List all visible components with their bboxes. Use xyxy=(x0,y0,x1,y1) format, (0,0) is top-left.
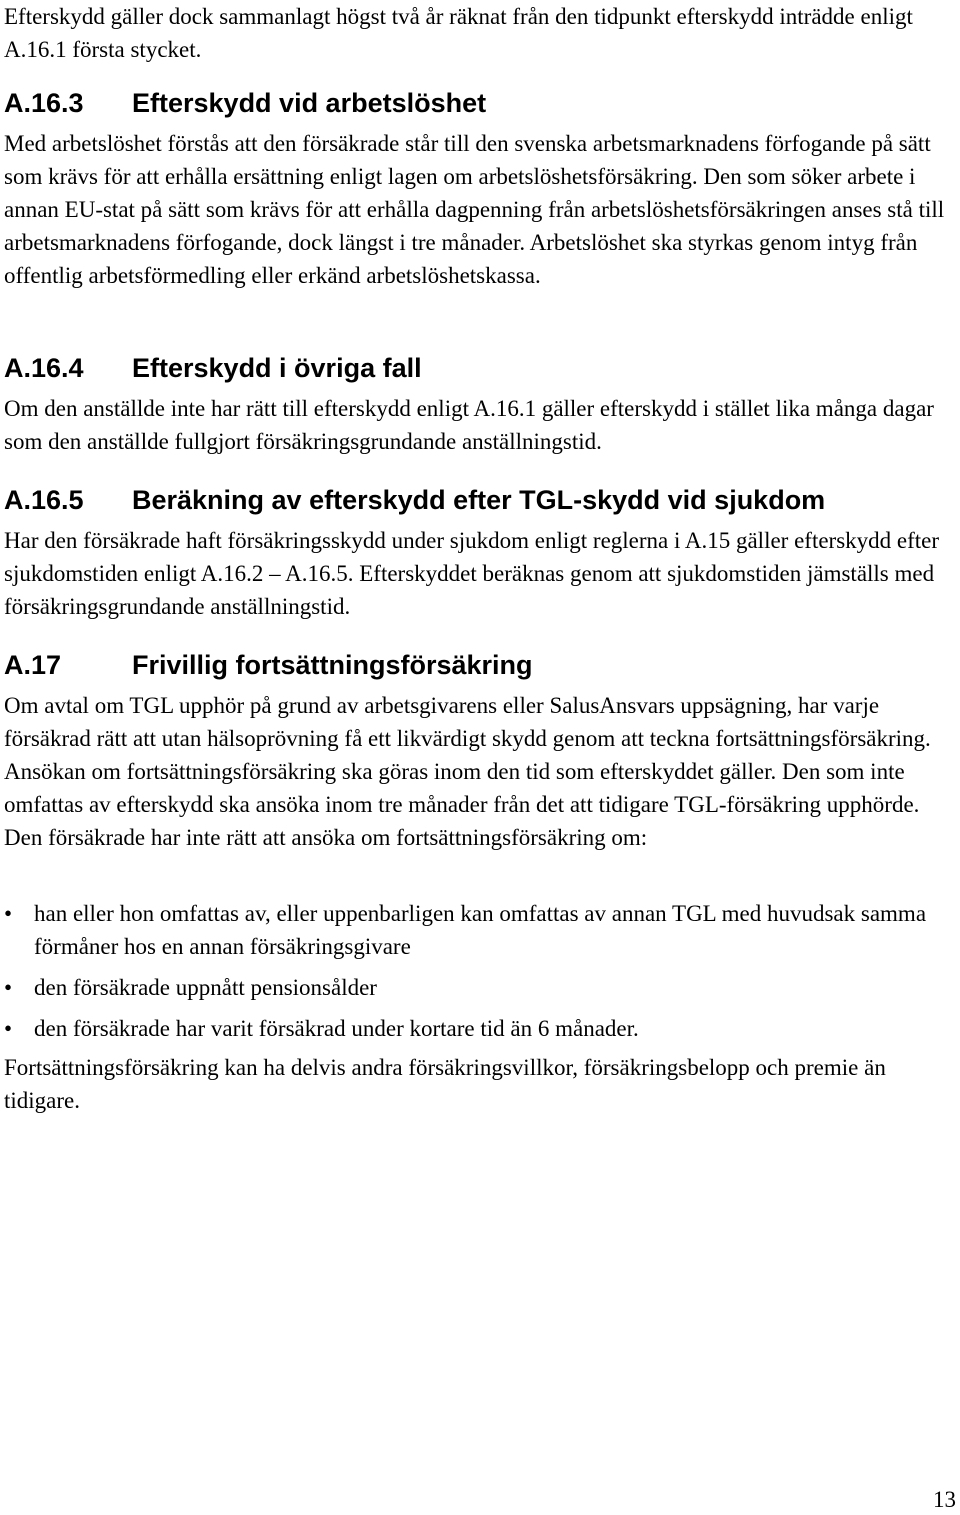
bullet-icon: • xyxy=(4,1016,13,1041)
section-title: Beräkning av efterskydd efter TGL-skydd vid sjukdom xyxy=(132,485,826,515)
section-body-a17: Om avtal om TGL upphör på grund av arbetsgivarens eller SalusAnsvars uppsägning, har varje försäkrad rätt att utan hälsoprövning få ett likvärdigt skydd genom att teckna fortsättningsförsäkring. Ansökan om fortsättningsförsäkring ska göras inom den tid som efterskyddet gäller. Den som inte omfattas av efterskydd ska ansöka inom tre månader från det att tidigare TGL-försäkring upphörde. Den försäkrade har inte rätt att ansöka om fortsättningsförsäkring om: xyxy=(4,693,931,850)
list-item xyxy=(4,897,956,963)
section-number: A.16.5 xyxy=(4,485,84,515)
section-number: A.16.3 xyxy=(4,88,84,118)
page-number: 13 xyxy=(933,1487,956,1512)
list-item xyxy=(4,1012,956,1045)
section-heading-a16-3 xyxy=(4,86,956,120)
list-item-text: han eller hon omfattas av, eller uppenbarligen kan omfattas av annan TGL med huvudsak samma förmåner hos en annan försäkringsgivare xyxy=(34,901,927,959)
section-heading-a17 xyxy=(4,648,956,682)
section-body-a16-3: Med arbetslöshet förstås att den försäkrade står till den svenska arbetsmarknadens förfogande på sätt som krävs för att erhålla ersättning enligt lagen om arbetslöshetsförsäkring. Den som söker arbete i annan EU-stat på sätt som krävs för att erhålla dagpenning från arbetslöshetsförsäkringen anses stå till arbetsmarknadens förfogande, dock längst i tre månader. Arbetslöshet ska styrkas genom intyg från offentlig arbetsförmedling eller erkänd arbetslöshetskassa. xyxy=(4,131,945,288)
exclusion-list xyxy=(4,897,956,1053)
intro-paragraph: Efterskydd gäller dock sammanlagt högst två år räknat från den tidpunkt efterskydd inträdde enligt A.16.1 första stycket. xyxy=(4,4,913,62)
section-body-a16-4: Om den anställde inte har rätt till efterskydd enligt A.16.1 gäller efterskydd i stället lika många dagar som den anställde fullgjort försäkringsgrundande anställningstid. xyxy=(4,396,934,454)
section-title: Efterskydd vid arbetslöshet xyxy=(132,88,487,118)
section-title: Efterskydd i övriga fall xyxy=(132,353,422,383)
section-heading-a16-5 xyxy=(4,483,956,517)
section-number: A.17 xyxy=(4,650,62,680)
list-item-text: den försäkrade uppnått pensionsålder xyxy=(34,975,377,1000)
list-item-text: den försäkrade har varit försäkrad under kortare tid än 6 månader. xyxy=(34,1016,639,1041)
bullet-icon: • xyxy=(4,901,13,926)
section-body-a16-5: Har den försäkrade haft försäkringsskydd under sjukdom enligt reglerna i A.15 gäller efterskydd efter sjukdomstiden enligt A.16.2 – A.16.5. Efterskyddet beräknas genom att sjukdomstiden jämställs med försäkringsgrundande anställningstid. xyxy=(4,528,940,619)
bullet-icon: • xyxy=(4,975,13,1000)
section-title: Frivillig fortsättningsförsäkring xyxy=(132,650,533,680)
section-heading-a16-4 xyxy=(4,351,956,385)
list-item xyxy=(4,971,956,1004)
closing-paragraph: Fortsättningsförsäkring kan ha delvis andra försäkringsvillkor, försäkringsbelopp och premie än tidigare. xyxy=(4,1055,886,1113)
section-number: A.16.4 xyxy=(4,353,84,383)
